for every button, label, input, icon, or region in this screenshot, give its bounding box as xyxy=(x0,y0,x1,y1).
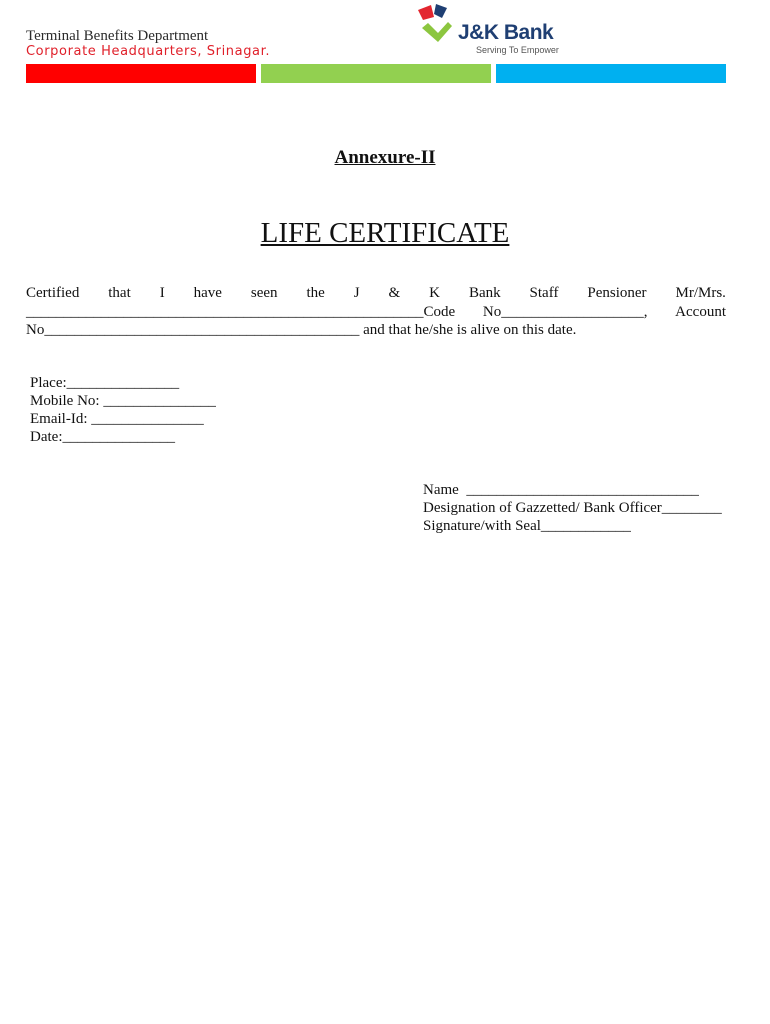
header-bar-blue xyxy=(496,64,726,83)
paragraph-line-2 xyxy=(26,303,726,322)
header-bar-red xyxy=(26,64,256,83)
date-field: Date:_______________ xyxy=(30,429,175,445)
para_line1-word: J xyxy=(353,285,360,301)
para_line1-word: seen xyxy=(250,285,278,301)
document-title: LIFE CERTIFICATE xyxy=(260,217,510,249)
bank-logo-tagline: Serving To Empower xyxy=(476,45,559,55)
para_line1-word: Staff xyxy=(529,285,559,301)
officer-name-field: Name _______________________________ xyxy=(423,482,699,498)
certificate-paragraph xyxy=(26,284,726,340)
para_line1-word: Mr/Mrs. xyxy=(675,285,726,301)
officer-signature-field: Signature/with Seal____________ xyxy=(423,518,631,534)
para_line2-word: No___________________, xyxy=(482,303,648,320)
para_line2-word: _____________________________________________________Code xyxy=(26,303,456,320)
logo-red-shape xyxy=(418,5,434,20)
mobile-field: Mobile No: _______________ xyxy=(30,393,216,409)
department-name: Terminal Benefits Department xyxy=(26,28,209,44)
para_line1-word: that xyxy=(108,285,131,301)
contact-details xyxy=(30,374,216,446)
para_line1-word: Certified xyxy=(26,285,80,301)
bank-logo-name: J&K Bank xyxy=(458,21,554,44)
para_line1-word: K xyxy=(429,285,440,301)
header-bar-green xyxy=(261,64,491,83)
place-field: Place:_______________ xyxy=(30,375,180,391)
para_line1-word: I xyxy=(159,285,165,301)
logo-navy-shape xyxy=(434,4,447,18)
para_line2-word: Account xyxy=(675,303,726,320)
para_line1-word: the xyxy=(306,285,325,301)
para_line1-word: Bank xyxy=(468,285,501,301)
officer-designation-field: Designation of Gazzetted/ Bank Officer________ xyxy=(423,500,722,516)
officer-block xyxy=(423,481,722,535)
email-field: Email-Id: _______________ xyxy=(30,411,204,427)
para_line1-word: & xyxy=(388,285,401,301)
paragraph-line-3: No__________________________________________ and that he/she is alive on this date. xyxy=(26,322,577,338)
annexure-heading: Annexure-II xyxy=(334,147,436,168)
para_line1-word: have xyxy=(193,285,222,301)
paragraph-line-1 xyxy=(26,284,726,303)
para_line1-word: Pensioner xyxy=(587,285,647,301)
logo-green-shape xyxy=(422,22,452,42)
headquarters-line: Corporate Headquarters, Srinagar. xyxy=(26,44,271,59)
